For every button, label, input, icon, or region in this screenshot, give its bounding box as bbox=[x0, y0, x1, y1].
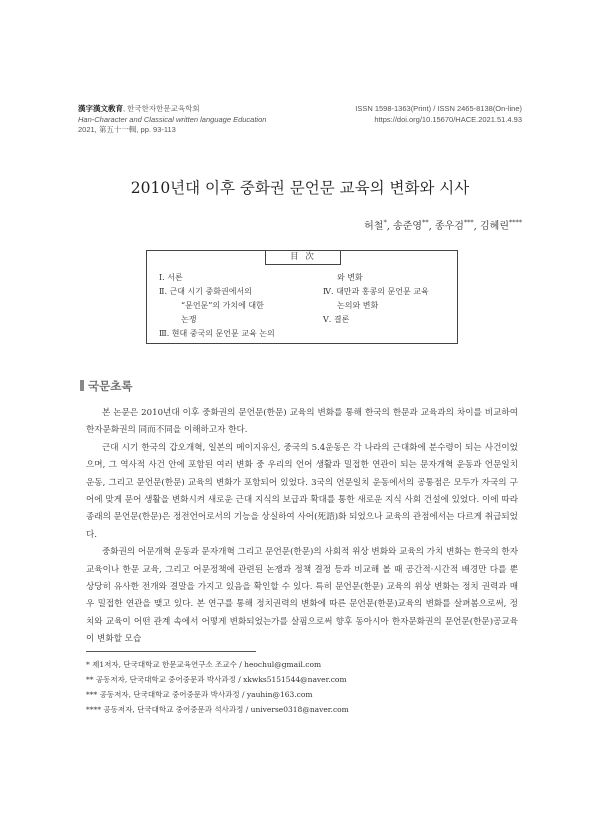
abstract-paragraph: 중화권의 어문개혁 운동과 문자개혁 그리고 문언문(한문)의 사회적 위상 변화와 교육의 가치 변화는 한국의 한자 교육이나 한문 교육, 그리고 어문정책에 관련된 논쟁과 정책 결정 등과 비교해 볼 때 공간적·시간적 배경만 다를 뿐 상당히 유사한 전개와 결말을 가지고 있음을 확인할 수 있다. 특히 문언문(한문) 교육의 위상 변화는 정치 권력과 매우 밀접한 연관을 맺고 있다. 본 연구를 통해 정치권력의 변화에 따른 문언문(한문)교육의 변화를 살펴봄으로써, 정치와 교육이 어떤 관계 속에서 어떻게 변화되었는가를 살핌으로써 향후 동아시아 한자문화권의 문언문(한문)공교육이 변화할 모습 bbox=[86, 547, 518, 645]
toc-item: Ⅰ. 서론 bbox=[159, 273, 183, 282]
footnote-item: **** 공동저자, 단국대학교 중어중문과 석사과정 / universe0318@naver.com bbox=[86, 705, 349, 714]
paper-title: 2010년대 이후 중화권 문언문 교육의 변화와 시사 bbox=[130, 179, 470, 197]
journal-identifiers bbox=[355, 104, 522, 125]
toc-item: Ⅳ. 대만과 홍콩의 문언문 교육 bbox=[323, 287, 429, 296]
issn: ISSN 1598-1363(Print) / ISSN 2465-8138(On-line) bbox=[355, 104, 522, 113]
author-1: 허철*, bbox=[364, 218, 394, 232]
toc-item: 논쟁 bbox=[181, 315, 197, 324]
journal-title-line: 漢字漢文敎育, 한국한자한문교육학회 bbox=[78, 104, 200, 113]
footnote-item: *** 공동저자, 단국대학교 중어중문과 박사과정 / yauhin@163.com bbox=[86, 690, 313, 699]
footnote-divider bbox=[86, 651, 256, 652]
toc-item: Ⅲ. 현대 중국의 문언문 교육 논의 bbox=[159, 329, 275, 338]
abstract-paragraph: 근대 시기 한국의 갑오개혁, 일본의 메이지유신, 중국의 5.4운동은 각 나라의 근대화에 분수령이 되는 사건이었으며, 그 역사적 사건 안에 포함된 여러 변화 중 우리의 언어 생활과 밀접한 연관이 되는 문자개혁 운동과 언문일치 운동, 그리고 문언문(한문) 교육의 변화가 포함되어 있었다. 3국의 언문일치 운동에서의 공통점은 모두가 자국의 구어에 맞게 문어 생활을 변화시켜 새로운 근대 지식의 보급과 확대를 통한 새로운 지식 사회 건설에 있었다. 이에 따라 종래의 문언문(한문)은 정전언어로서의 기능을 상실하여 사어(死語)화 되었으나 교육의 관점에서는 다르게 취급되었다. bbox=[86, 442, 518, 540]
journal-society: 한국한자한문교육학회 bbox=[127, 104, 200, 113]
footnote-item: ** 공동저자, 단국대학교 중어중문과 박사과정 / xkwks5151544@naver.com bbox=[86, 675, 347, 684]
journal-english-title: Han-Character and Classical written language Education bbox=[78, 114, 267, 124]
journal-title-hanja: 漢字漢文敎育 bbox=[78, 104, 123, 113]
abstract-paragraph: 본 논문은 2010년대 이후 중화권의 문언문(한문) 교육의 변화를 통해 한국의 한문과 교육과의 차이를 비교하여 한자문화권의 同而不同을 이해하고자 한다. bbox=[86, 408, 518, 436]
abstract-body bbox=[86, 405, 518, 649]
journal-info bbox=[78, 104, 266, 136]
heading-bar bbox=[80, 380, 84, 391]
author-2: 송준영**, bbox=[393, 218, 435, 232]
table-of-contents bbox=[146, 250, 458, 344]
author-3: 종우검***, bbox=[434, 218, 481, 232]
footnote-item: * 제1저자, 단국대학교 한문교육연구소 조교수 / heochul@gmail.com bbox=[86, 660, 322, 669]
toc-item: Ⅴ. 결론 bbox=[323, 315, 350, 324]
toc-item: Ⅱ. 근대 시기 중화권에서의 bbox=[159, 287, 252, 296]
toc-item: “문언문”의 가치에 대한 bbox=[181, 301, 264, 310]
toc-left-column bbox=[159, 271, 275, 341]
toc-heading: 目 次 bbox=[265, 250, 341, 265]
toc-item: 와 변화 bbox=[337, 273, 363, 282]
author-4: 김혜린**** bbox=[480, 218, 522, 232]
toc-item: 논의와 변화 bbox=[337, 301, 379, 310]
journal-issue: 2021, 第五十一輯, pp. 93-113 bbox=[78, 125, 176, 134]
doi-link[interactable]: https://doi.org/10.15670/HACE.2021.51.4.93 bbox=[374, 114, 522, 124]
abstract-heading: 국문초록 bbox=[80, 378, 132, 394]
author-list bbox=[364, 217, 522, 232]
toc-right-column bbox=[323, 271, 429, 327]
footnotes bbox=[86, 657, 349, 717]
